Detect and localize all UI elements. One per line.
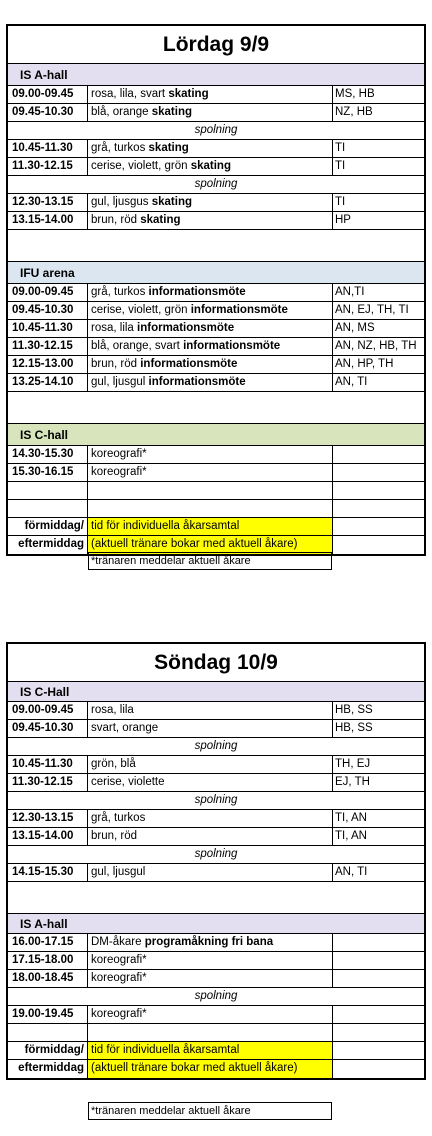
- time-cell: 15.30-16.15: [8, 464, 88, 481]
- time-cell: 12.30-13.15: [8, 194, 88, 211]
- time-cell: 11.30-12.15: [8, 158, 88, 175]
- groups-text: rosa, lila, svart: [91, 88, 169, 100]
- time-cell: 11.30-12.15: [8, 338, 88, 355]
- activity-cell: [88, 338, 333, 355]
- activity-cell: [88, 970, 333, 987]
- activity-text: informationsmöte: [140, 358, 238, 370]
- coach-cell: NZ, HB: [335, 106, 373, 118]
- break-row: [8, 176, 424, 194]
- activity-cell: [88, 140, 333, 157]
- groups-text: grå, turkos: [91, 142, 149, 154]
- coach-cell: AN, HP, TH: [335, 358, 394, 370]
- groups-text: koreografi*: [91, 466, 147, 478]
- activity-cell: [88, 446, 333, 463]
- coach-cell: AN, TI: [335, 866, 368, 878]
- blank-row: [8, 1024, 424, 1042]
- coach-cell: TH, EJ: [335, 758, 371, 770]
- table-row: [8, 1006, 424, 1024]
- time-cell: 14.15-15.30: [8, 864, 88, 881]
- table-row: [8, 464, 424, 482]
- time-cell: 09.45-10.30: [8, 302, 88, 319]
- section-header: IS A-hall: [8, 914, 424, 934]
- activity-cell: [88, 864, 333, 881]
- table-row: [8, 212, 424, 230]
- blank-row: [8, 500, 424, 518]
- coach-cell: [333, 1006, 424, 1023]
- groups-text: cerise, violett, grön: [91, 304, 191, 316]
- coach-cell: HB, SS: [335, 704, 373, 716]
- activity-cell: [88, 374, 333, 391]
- blank-row: [8, 882, 424, 914]
- coach-cell: TI: [335, 160, 346, 172]
- activity-cell: [88, 756, 333, 773]
- groups-text: brun, röd: [91, 214, 141, 226]
- table-row: [8, 284, 424, 302]
- groups-text: rosa, lila: [91, 322, 138, 334]
- break-label: spolning: [194, 794, 238, 806]
- activity-text: informationsmöte: [137, 322, 235, 334]
- activity-cell: [88, 952, 333, 969]
- coach-cell: AN, MS: [335, 322, 375, 334]
- footer-row: [8, 1060, 424, 1078]
- activity-cell: [88, 810, 333, 827]
- footer-text: tid för individuella åkarsamtal: [88, 1042, 333, 1059]
- groups-text: cerise, violette: [91, 776, 165, 788]
- time-cell: 13.25-14.10: [8, 374, 88, 391]
- activity-cell: [88, 212, 333, 229]
- time-cell: 09.00-09.45: [8, 284, 88, 301]
- table-row: [8, 320, 424, 338]
- coach-cell: [333, 952, 424, 969]
- table-row: [8, 446, 424, 464]
- time-cell: 13.15-14.00: [8, 828, 88, 845]
- groups-text: koreografi*: [91, 448, 147, 460]
- blank-row: [8, 392, 424, 424]
- time-cell: 11.30-12.15: [8, 774, 88, 791]
- groups-text: koreografi*: [91, 954, 147, 966]
- table-row: [8, 356, 424, 374]
- time-cell: 16.00-17.15: [8, 934, 88, 951]
- coach-cell: TI, AN: [335, 812, 367, 824]
- groups-text: grön, blå: [91, 758, 136, 770]
- break-label: spolning: [194, 178, 238, 190]
- groups-text: koreografi*: [91, 1008, 147, 1020]
- break-label: spolning: [194, 990, 238, 1002]
- table-row: [8, 194, 424, 212]
- section-header: IS C-Hall: [8, 682, 424, 702]
- groups-text: grå, turkos: [91, 286, 149, 298]
- activity-cell: [88, 1006, 333, 1023]
- activity-cell: [88, 158, 333, 175]
- section-header: IS A-hall: [8, 64, 424, 86]
- groups-text: svart, orange: [91, 722, 159, 734]
- break-label: spolning: [194, 848, 238, 860]
- day-title: Lördag 9/9: [8, 26, 424, 64]
- activity-text: informationsmöte: [148, 376, 246, 388]
- footer-row: [8, 1042, 424, 1060]
- section-header: IFU arena: [8, 262, 424, 284]
- break-row: [8, 792, 424, 810]
- activity-cell: [88, 702, 333, 719]
- table-row: [8, 810, 424, 828]
- footnote: *tränaren meddelar aktuell åkare: [88, 552, 332, 570]
- coach-cell: EJ, TH: [335, 776, 370, 788]
- coach-cell: TI: [335, 196, 346, 208]
- section-rows: [8, 86, 424, 230]
- coach-cell: HP: [335, 214, 351, 226]
- schedule-saturday: [6, 24, 426, 556]
- schedule-sunday: [6, 642, 426, 1080]
- groups-text: koreografi*: [91, 972, 147, 984]
- coach-cell: MS, HB: [335, 88, 375, 100]
- activity-cell: [88, 104, 333, 121]
- table-row: [8, 774, 424, 792]
- footer-text: tid för individuella åkarsamtal: [88, 518, 333, 535]
- time-cell: 10.45-11.30: [8, 140, 88, 157]
- activity-text: skating: [151, 196, 192, 208]
- groups-text: rosa, lila: [91, 704, 134, 716]
- time-cell: 13.15-14.00: [8, 212, 88, 229]
- time-cell: 09.00-09.45: [8, 702, 88, 719]
- time-cell: 12.30-13.15: [8, 810, 88, 827]
- activity-text: skating: [148, 142, 189, 154]
- time-cell: 17.15-18.00: [8, 952, 88, 969]
- activity-cell: [88, 284, 333, 301]
- footer-text: (aktuell tränare bokar med aktuell åkare): [88, 536, 333, 554]
- table-row: [8, 302, 424, 320]
- blank-row: [8, 230, 424, 262]
- table-row: [8, 864, 424, 882]
- time-cell: 09.45-10.30: [8, 104, 88, 121]
- activity-text: informationsmöte: [183, 340, 281, 352]
- footer-label: förmiddag/: [8, 518, 88, 535]
- table-row: [8, 702, 424, 720]
- coach-cell: [333, 970, 424, 987]
- activity-text: skating: [140, 214, 181, 226]
- activity-cell: [88, 356, 333, 373]
- footer-label: förmiddag/: [8, 1042, 88, 1059]
- section-rows: [8, 702, 424, 882]
- break-row: [8, 988, 424, 1006]
- activity-text: skating: [151, 106, 193, 118]
- break-row: [8, 122, 424, 140]
- break-label: spolning: [194, 124, 238, 136]
- groups-text: gul, ljusgul: [91, 866, 146, 878]
- activity-cell: [88, 774, 333, 791]
- table-row: [8, 104, 424, 122]
- coach-cell: AN,TI: [335, 286, 365, 298]
- time-cell: 10.45-11.30: [8, 756, 88, 773]
- table-row: [8, 828, 424, 846]
- break-row: [8, 738, 424, 756]
- activity-text: informationsmöte: [190, 304, 288, 316]
- groups-text: grå, turkos: [91, 812, 146, 824]
- groups-text: cerise, violett, grön: [91, 160, 191, 172]
- footer-text: (aktuell tränare bokar med aktuell åkare): [88, 1060, 333, 1078]
- groups-text: brun, röd: [91, 358, 141, 370]
- activity-cell: [88, 194, 333, 211]
- time-cell: 12.15-13.00: [8, 356, 88, 373]
- section-rows: [8, 284, 424, 392]
- groups-text: blå, orange, svart: [91, 340, 184, 352]
- coach-cell: [333, 464, 424, 481]
- activity-text: skating: [168, 88, 209, 100]
- footer-row: [8, 518, 424, 536]
- coach-cell: AN, NZ, HB, TH: [335, 340, 417, 352]
- activity-text: informationsmöte: [148, 286, 246, 298]
- activity-cell: [88, 934, 333, 951]
- groups-text: DM-åkare: [91, 936, 145, 948]
- activity-cell: [88, 320, 333, 337]
- footnote: *tränaren meddelar aktuell åkare: [88, 1102, 332, 1120]
- break-label: spolning: [194, 740, 238, 752]
- table-row: [8, 140, 424, 158]
- activity-cell: [88, 86, 333, 103]
- groups-text: gul, ljusgul: [91, 376, 149, 388]
- activity-text: programåkning fri bana: [144, 936, 274, 948]
- time-cell: 19.00-19.45: [8, 1006, 88, 1023]
- activity-cell: [88, 720, 333, 737]
- groups-text: brun, röd: [91, 830, 138, 842]
- coach-cell: [333, 446, 424, 463]
- activity-text: skating: [190, 160, 231, 172]
- blank-row: [8, 482, 424, 500]
- table-row: [8, 952, 424, 970]
- footer-label: eftermiddag: [8, 536, 88, 554]
- coach-cell: TI: [335, 142, 346, 154]
- coach-cell: AN, EJ, TH, TI: [335, 304, 409, 316]
- table-row: [8, 158, 424, 176]
- day-title: Söndag 10/9: [8, 644, 424, 682]
- table-row: [8, 338, 424, 356]
- coach-cell: [333, 934, 424, 951]
- time-cell: 09.00-09.45: [8, 86, 88, 103]
- time-cell: 10.45-11.30: [8, 320, 88, 337]
- table-row: [8, 86, 424, 104]
- activity-cell: [88, 828, 333, 845]
- table-row: [8, 934, 424, 952]
- groups-text: gul, ljusgus: [91, 196, 152, 208]
- time-cell: 14.30-15.30: [8, 446, 88, 463]
- table-row: [8, 756, 424, 774]
- time-cell: 18.00-18.45: [8, 970, 88, 987]
- table-row: [8, 374, 424, 392]
- coach-cell: AN, TI: [335, 376, 368, 388]
- coach-cell: HB, SS: [335, 722, 373, 734]
- activity-cell: [88, 464, 333, 481]
- activity-cell: [88, 302, 333, 319]
- section-header: IS C-hall: [8, 424, 424, 446]
- coach-cell: TI, AN: [335, 830, 367, 842]
- table-row: [8, 970, 424, 988]
- section-rows: [8, 446, 424, 482]
- table-row: [8, 720, 424, 738]
- section-rows: [8, 934, 424, 1024]
- time-cell: 09.45-10.30: [8, 720, 88, 737]
- break-row: [8, 846, 424, 864]
- footer-label: eftermiddag: [8, 1060, 88, 1078]
- groups-text: blå, orange: [91, 106, 152, 118]
